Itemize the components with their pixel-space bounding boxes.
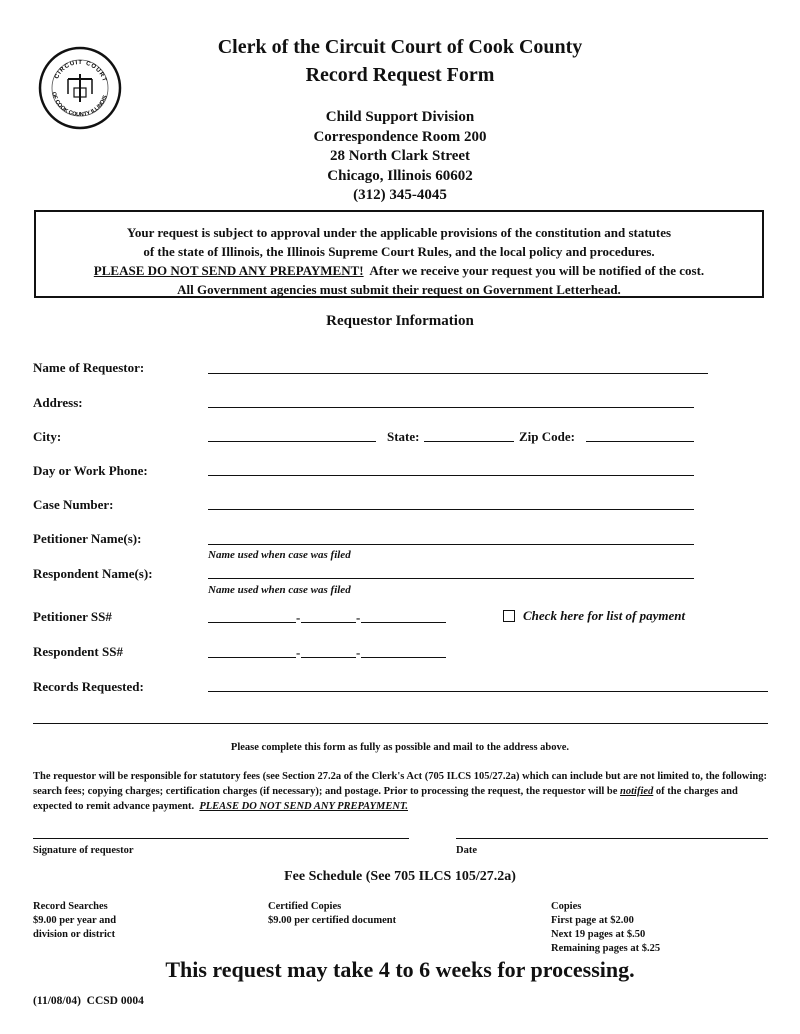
respondent-hint: Name used when case was filed <box>208 584 351 596</box>
phone-number: (312) 345-4045 <box>353 187 447 203</box>
petitioner-ss-label: Petitioner SS# <box>33 609 112 624</box>
fee-line: Copies <box>551 901 582 912</box>
records-label: Records Requested: <box>33 679 144 694</box>
svg-text:CIRCUIT COURT: CIRCUIT COURT <box>54 59 108 84</box>
dash: - <box>296 610 301 625</box>
petitioner-input[interactable] <box>208 544 694 545</box>
fee-line: division or district <box>33 929 116 940</box>
city-label: City: <box>33 429 62 444</box>
svg-text:OF COOK COUNTY ILLINOIS: OF COOK COUNTY ILLINOIS <box>50 91 109 119</box>
petitioner-ss-part2[interactable] <box>301 622 356 623</box>
petitioner-ss-part3[interactable] <box>361 622 446 623</box>
fee-line: $9.00 per certified document <box>268 915 397 926</box>
phone-label: Day or Work Phone: <box>33 463 148 478</box>
notified-text: notified <box>620 786 654 797</box>
city-input[interactable] <box>208 441 376 442</box>
notice-line: All Government agencies must submit their request on Government Letterhead. <box>177 282 621 297</box>
form-title: Clerk of the Circuit Court of Cook County <box>217 36 583 58</box>
state-label: State: <box>387 429 420 444</box>
address-line: Chicago, Illinois 60602 <box>327 167 473 184</box>
fees-text: The requestor will be responsible for statutory fees (see Section 27.2a of the Clerk's Act (705 ILCS 105/27.2a) which can include but are not limited to, the following: search fees; copying charges; certification charges (if necessary); and postage. Prior to processing the request, the requestor will be <box>33 771 767 797</box>
notice-line: Your request is subject to approval under the applicable provisions of the constitution and statutes <box>126 225 672 240</box>
respondent-ss-part3[interactable] <box>361 657 446 658</box>
instructions: Please complete this form as fully as possible and mail to the address above. <box>230 742 570 753</box>
fee-line: First page at $2.00 <box>551 915 634 926</box>
form-code: (11/08/04) CCSD 0004 <box>33 995 144 1007</box>
division-address <box>0 108 800 206</box>
respondent-ss-part1[interactable] <box>208 657 296 658</box>
respondent-ss-part2[interactable] <box>301 657 356 658</box>
address-line: 28 North Clark Street <box>329 148 471 164</box>
notice-text: After we receive your request you will be notified of the cost. <box>363 263 705 278</box>
petitioner-hint: Name used when case was filed <box>208 549 351 561</box>
date-input[interactable] <box>456 838 768 839</box>
respondent-ss-label: Respondent SS# <box>33 644 123 659</box>
case-number-label: Case Number: <box>33 497 114 512</box>
no-prepayment-warning: PLEASE DO NOT SEND ANY PREPAYMENT! <box>93 263 364 278</box>
fee-line: Remaining pages at $.25 <box>551 943 661 954</box>
fee-line: Certified Copies <box>268 901 342 912</box>
fee-copies <box>551 900 660 956</box>
dash: - <box>356 610 361 625</box>
notice-line: of the state of Illinois, the Illinois Supreme Court Rules, and the local policy and procedures. <box>143 244 655 259</box>
address-input[interactable] <box>208 407 694 408</box>
petitioner-label: Petitioner Name(s): <box>33 531 142 546</box>
address-line: Child Support Division <box>325 109 475 125</box>
address-line: Correspondence Room 200 <box>313 128 487 145</box>
payment-list-checkbox[interactable] <box>503 610 515 622</box>
fee-record-searches <box>33 900 116 942</box>
signature-input[interactable] <box>33 838 409 839</box>
dash: - <box>356 645 361 660</box>
fee-line: $9.00 per year and <box>33 915 117 926</box>
signature-label: Signature of requestor <box>33 845 134 856</box>
respondent-input[interactable] <box>208 578 694 579</box>
respondent-label: Respondent Name(s): <box>33 566 153 581</box>
name-input[interactable] <box>208 373 708 374</box>
zip-label: Zip Code: <box>519 429 575 444</box>
section-title: Requestor Information <box>326 313 474 329</box>
fee-line: Next 19 pages at $.50 <box>551 929 646 940</box>
form-subtitle: Record Request Form <box>305 64 495 86</box>
petitioner-ss-part1[interactable] <box>208 622 296 623</box>
fees-disclaimer <box>33 769 768 814</box>
zip-input[interactable] <box>586 441 694 442</box>
name-label: Name of Requestor: <box>33 360 145 375</box>
phone-input[interactable] <box>208 475 694 476</box>
fee-schedule-title: Fee Schedule (See 705 ILCS 105/27.2a) <box>284 869 516 884</box>
fee-certified-copies <box>268 900 396 928</box>
fees-text: of the charges and expected to remit advance payment. <box>33 786 741 812</box>
payment-list-label: Check here for list of payment <box>523 608 686 623</box>
dash: - <box>296 645 301 660</box>
case-number-input[interactable] <box>208 509 694 510</box>
state-input[interactable] <box>424 441 514 442</box>
address-label: Address: <box>33 395 83 410</box>
date-label: Date <box>456 845 477 856</box>
processing-note: This request may take 4 to 6 weeks for processing. <box>165 957 635 982</box>
no-prepayment-warning: PLEASE DO NOT SEND ANY PREPAYMENT. <box>199 801 408 812</box>
records-input[interactable] <box>208 691 768 692</box>
notice-line <box>36 261 762 280</box>
fee-line: Record Searches <box>33 901 108 912</box>
notice-box <box>34 210 764 298</box>
records-input-line2[interactable] <box>33 723 768 724</box>
